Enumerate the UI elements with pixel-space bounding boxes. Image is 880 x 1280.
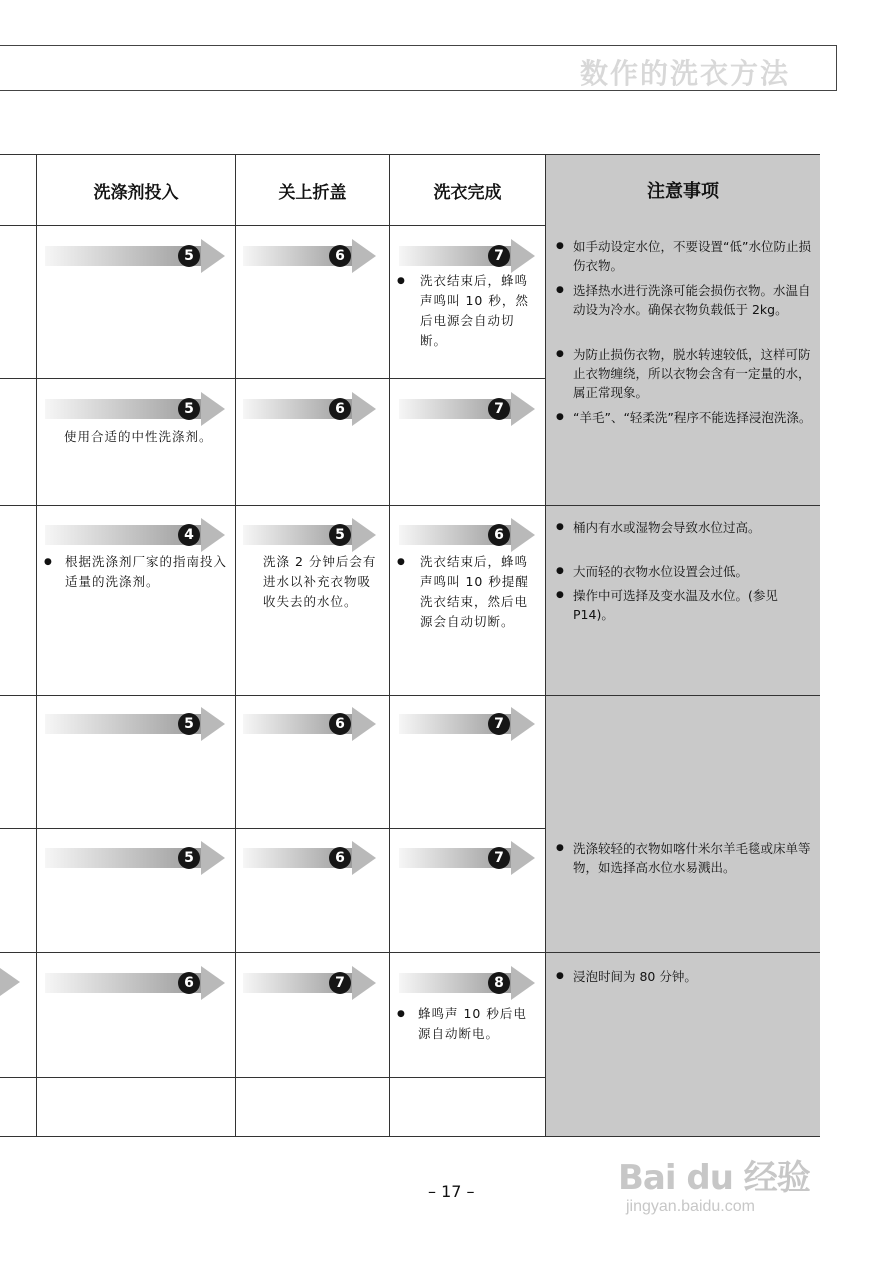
- note-item: 为防止损伤衣物，脱水转速较低，这样可防止衣物缠绕，所以衣物会含有一定量的水，属正常现象。: [573, 347, 811, 400]
- header-done: 洗衣完成: [433, 182, 502, 203]
- step-number-badge: 6: [329, 847, 351, 869]
- step-arrow: [243, 522, 376, 548]
- grid-line: [0, 828, 545, 829]
- step-number-badge: 6: [488, 524, 510, 546]
- section-header-bar: [0, 45, 837, 91]
- bullet-icon: ●: [397, 1009, 405, 1019]
- note-item: 浸泡时间为 80 分钟。: [573, 969, 697, 984]
- detergent-text: 使用合适的中性洗涤剂。: [64, 429, 213, 444]
- page-number: – 17 –: [428, 1182, 475, 1201]
- note-item: 大而轻的衣物水位设置会过低。: [573, 564, 749, 579]
- grid-line: [545, 155, 546, 1137]
- step-arrow: [399, 845, 535, 871]
- bullet-icon: ●: [556, 285, 564, 295]
- watermark-site: jingyan.baidu.com: [626, 1198, 755, 1215]
- bullet-icon: ●: [556, 522, 564, 532]
- step-number-badge: 6: [329, 713, 351, 735]
- step-arrow: [243, 845, 376, 871]
- grid-line: [389, 155, 390, 1137]
- step-arrow: [45, 711, 225, 737]
- done-text: 洗衣结束后，蜂鸣声鸣叫 10 秒，然后电源会自动切断。: [420, 273, 529, 348]
- header-detergent: 洗涤剂投入: [93, 182, 179, 203]
- step-number-badge: 5: [178, 245, 200, 267]
- bullet-icon: ●: [556, 590, 564, 600]
- step-arrow: [399, 243, 535, 269]
- bullet-icon: ●: [556, 971, 564, 981]
- bullet-icon: ●: [556, 566, 564, 576]
- watermark: [618, 1150, 810, 1215]
- done-text: 蜂鸣声 10 秒后电源自动断电。: [418, 1006, 527, 1041]
- partial-arrow-icon: [0, 968, 20, 996]
- done-text: 洗衣结束后，蜂鸣声鸣叫 10 秒提醒洗衣结束，然后电源会自动切断。: [420, 554, 529, 629]
- step-number-badge: 5: [178, 713, 200, 735]
- grid-line: [235, 155, 236, 1137]
- grid-line: [0, 505, 820, 506]
- step-number-badge: 5: [178, 398, 200, 420]
- step-arrow: [243, 970, 376, 996]
- bullet-icon: ●: [556, 349, 564, 359]
- grid-line: [0, 378, 545, 379]
- step-arrow: [45, 243, 225, 269]
- step-arrow: [243, 396, 376, 422]
- step-arrow: [243, 711, 376, 737]
- grid-line: [0, 1136, 820, 1137]
- step-number-badge: 5: [329, 524, 351, 546]
- step-arrow: [399, 396, 535, 422]
- step-number-badge: 7: [488, 398, 510, 420]
- note-item: 选择热水进行洗涤可能会损伤衣物。水温自动设为冷水。确保衣物负载低于 2kg。: [573, 283, 811, 317]
- bullet-icon: ●: [397, 276, 405, 286]
- step-arrow: [45, 396, 225, 422]
- grid-line: [0, 952, 820, 953]
- step-arrow: [243, 243, 376, 269]
- header-ghost-title: 数作的洗衣方法: [579, 57, 790, 90]
- step-arrow: [45, 970, 225, 996]
- grid-line: [0, 695, 820, 696]
- step-arrow: [399, 711, 535, 737]
- step-number-badge: 6: [329, 245, 351, 267]
- step-number-badge: 7: [329, 972, 351, 994]
- step-number-badge: 4: [178, 524, 200, 546]
- detergent-text: 根据洗涤剂厂家的指南投入适量的洗涤剂。: [65, 554, 228, 589]
- note-item: 洗涤较轻的衣物如喀什米尔羊毛毯或床单等物，如选择高水位水易溅出。: [573, 841, 811, 875]
- step-number-badge: 7: [488, 245, 510, 267]
- bullet-icon: ●: [397, 557, 405, 567]
- step-number-badge: 8: [488, 972, 510, 994]
- step-arrow: [399, 522, 535, 548]
- grid-line: [0, 1077, 545, 1078]
- note-item: 操作中可选择及变水温及水位。(参见 P14)。: [573, 588, 778, 622]
- step-arrow: [45, 845, 225, 871]
- bullet-icon: ●: [556, 412, 564, 422]
- step-number-badge: 6: [329, 398, 351, 420]
- bullet-icon: ●: [44, 557, 52, 567]
- step-number-badge: 5: [178, 847, 200, 869]
- step-number-badge: 7: [488, 847, 510, 869]
- header-notes: 注意事项: [647, 181, 719, 202]
- grid-line: [36, 155, 37, 1137]
- note-item: 如手动设定水位，不要设置“低”水位防止损伤衣物。: [573, 239, 811, 273]
- step-arrow: [45, 522, 225, 548]
- close-lid-text: 洗涤 2 分钟后会有进水以补充衣物吸收失去的水位。: [263, 554, 377, 609]
- grid-line: [0, 225, 545, 226]
- step-arrow: [399, 970, 535, 996]
- step-number-badge: 7: [488, 713, 510, 735]
- watermark-logo: Bai du 经验: [618, 1158, 810, 1198]
- header-close-lid: 关上折盖: [278, 182, 347, 203]
- bullet-icon: ●: [556, 241, 564, 251]
- note-item: 桶内有水或湿物会导致水位过高。: [573, 520, 761, 535]
- note-item: “羊毛”、“轻柔洗”程序不能选择浸泡洗涤。: [573, 410, 812, 425]
- step-number-badge: 6: [178, 972, 200, 994]
- bullet-icon: ●: [556, 843, 564, 853]
